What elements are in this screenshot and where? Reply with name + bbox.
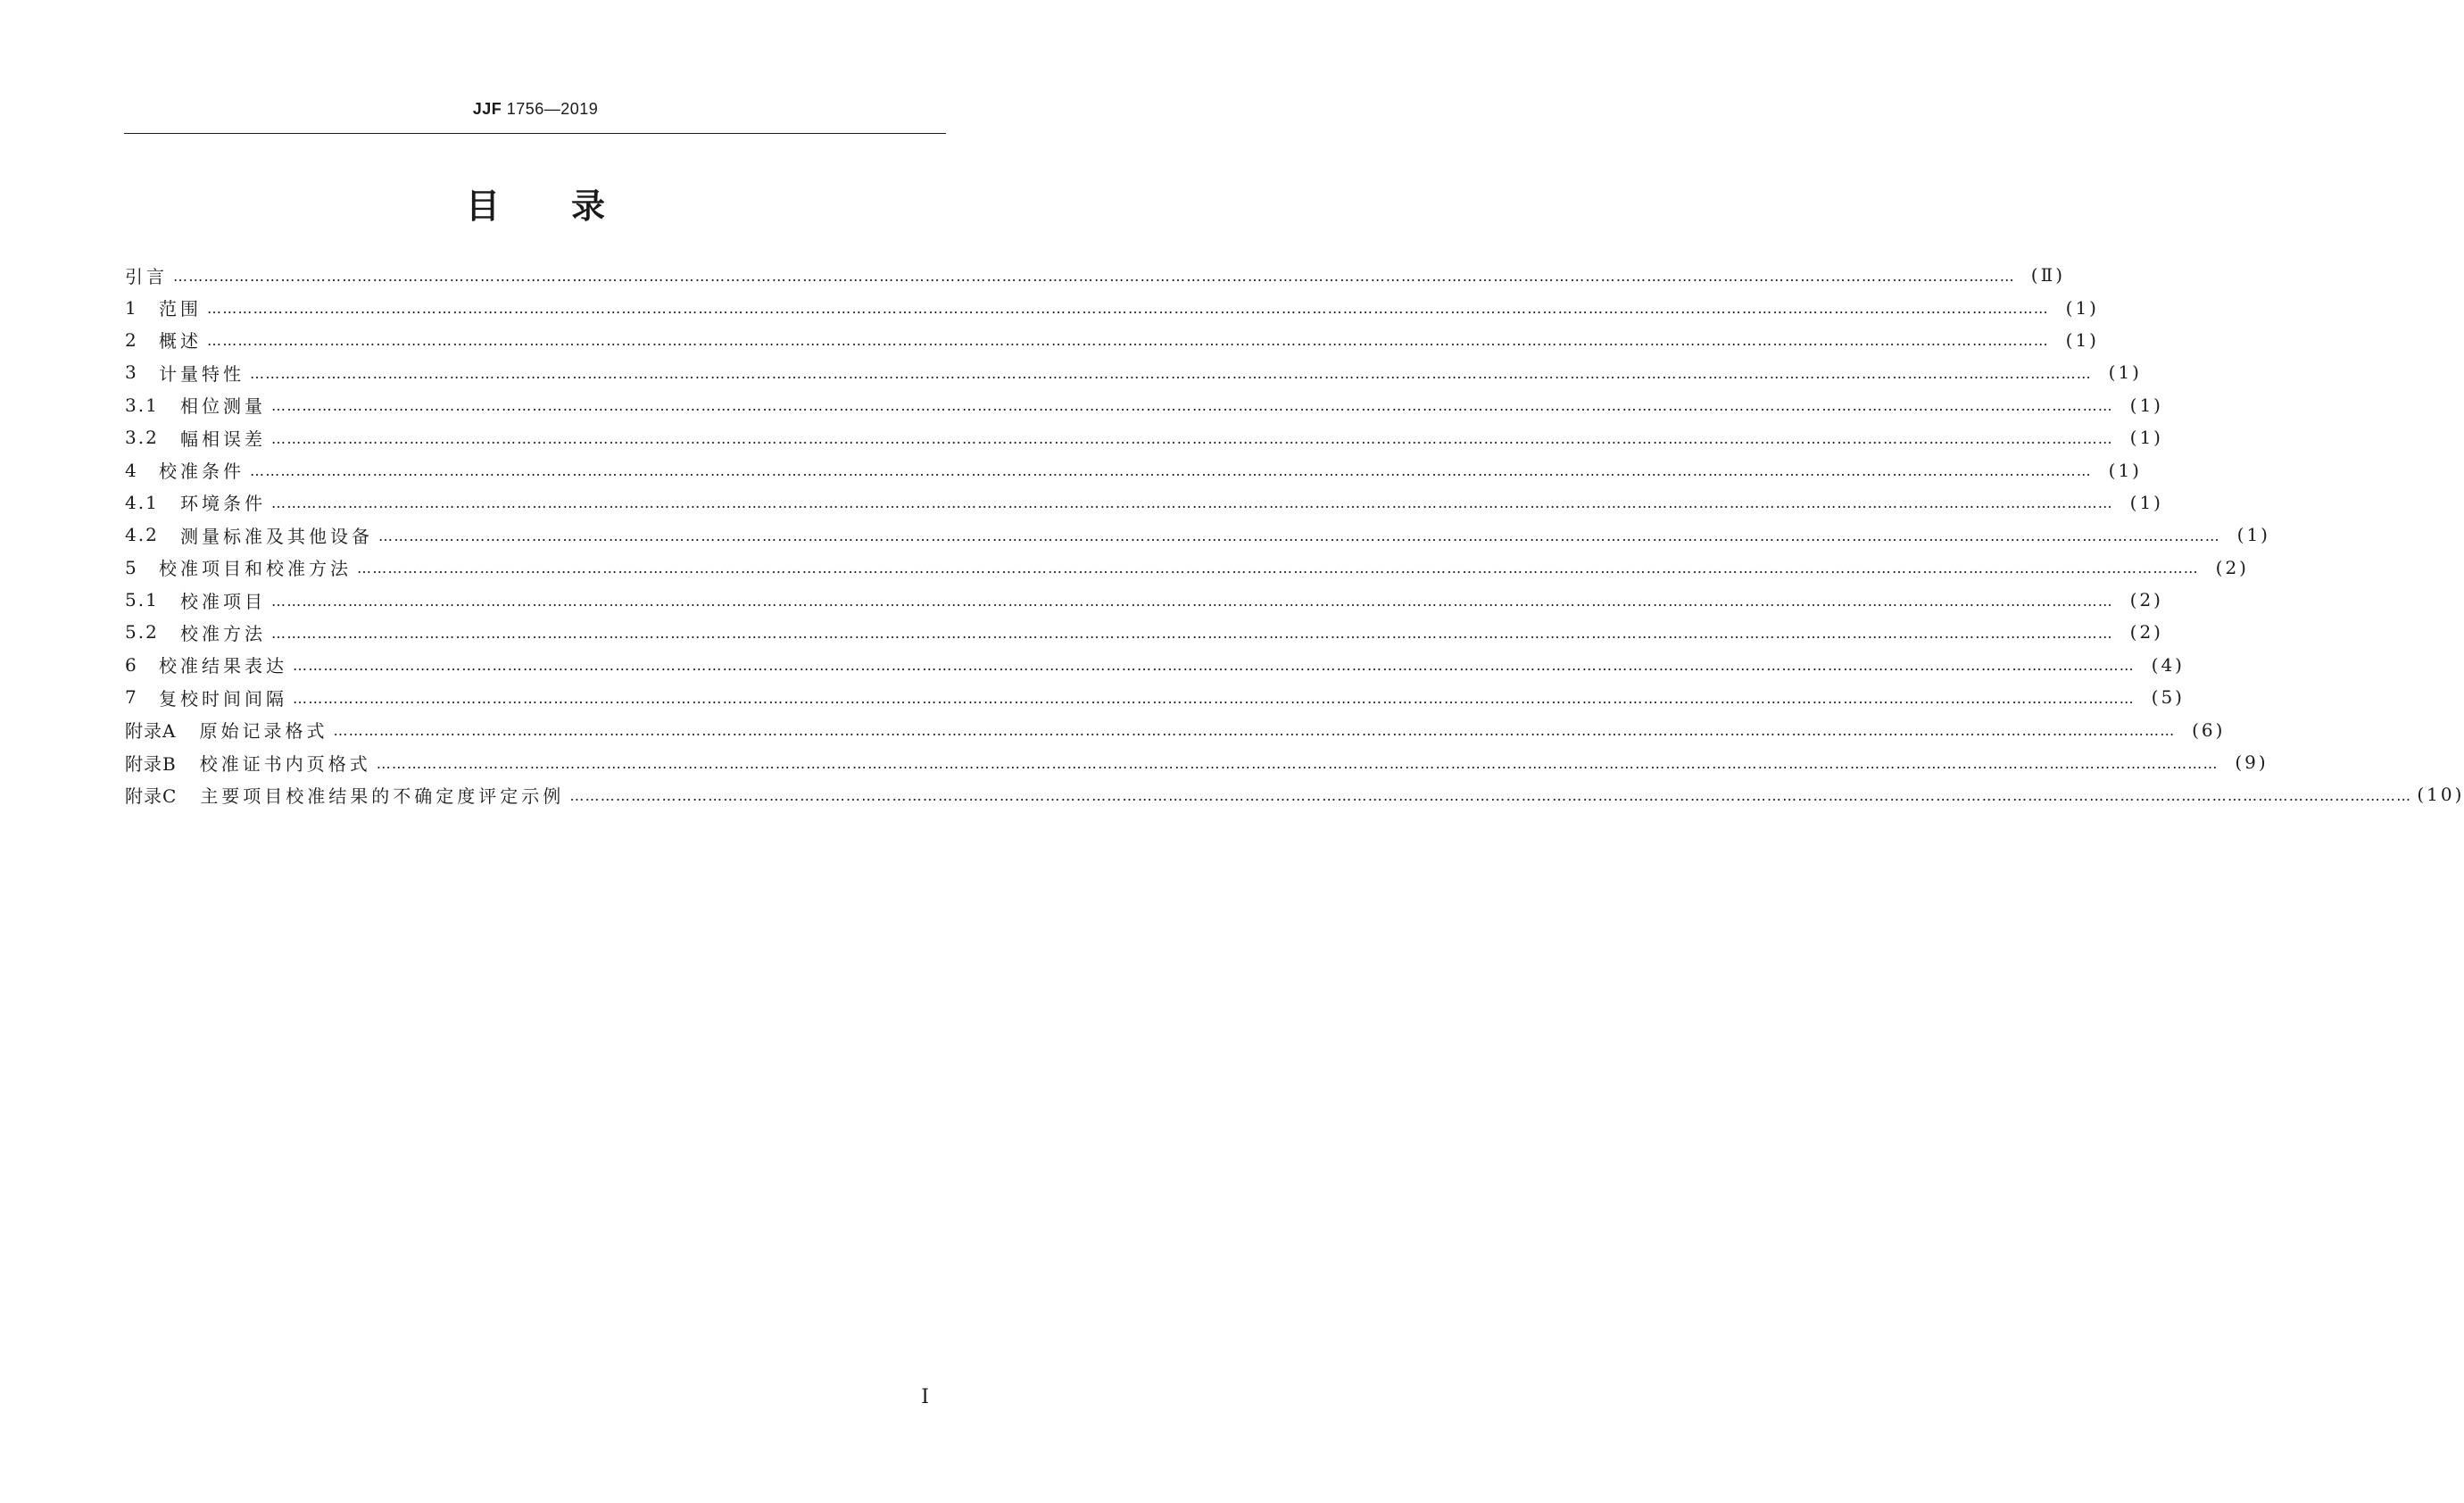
toc-leader-dots: ………………………………………………………………………………………………………………………………………………………………………………………………………………………………………………………………………………………………………………………………: [333, 722, 2176, 740]
toc-leader-dots: ………………………………………………………………………………………………………………………………………………………………………………………………………………………………………………………………………………………………………………………………: [207, 300, 2049, 318]
toc-entry[interactable]: [125, 616, 2163, 648]
toc-entry-page: (1): [2108, 459, 2142, 481]
toc-entry-number: 5: [125, 556, 138, 578]
toc-leader-dots: ………………………………………………………………………………………………………………………………………………………………………………………………………………………………………………………………………………………………………………………………: [357, 560, 2199, 577]
toc-entry-number: 4.1: [125, 491, 159, 513]
toc-entry[interactable]: [125, 324, 2099, 356]
toc-leader-dots: ………………………………………………………………………………………………………………………………………………………………………………………………………………………………………………………………………………………………………………………………: [173, 267, 2015, 285]
toc-entry-page: (1): [2129, 491, 2163, 513]
toc-leader-dots: ………………………………………………………………………………………………………………………………………………………………………………………………………………………………………………………………………………………………………………………………: [378, 527, 2220, 544]
toc-entry[interactable]: [125, 778, 2464, 810]
toc-leader-dots: ………………………………………………………………………………………………………………………………………………………………………………………………………………………………………………………………………………………………………………………………: [271, 494, 2113, 512]
toc-entry[interactable]: [125, 552, 2249, 584]
toc-entry-page: (2): [2129, 621, 2163, 644]
document-header: [125, 100, 946, 119]
toc-entry-page: (4): [2151, 653, 2185, 676]
toc-entry[interactable]: [125, 746, 2269, 778]
toc-entry[interactable]: [125, 389, 2163, 421]
toc-entry-label: 复校时间间隔: [159, 687, 287, 710]
toc-leader-dots: ………………………………………………………………………………………………………………………………………………………………………………………………………………………………………………………………………………………………………………………………: [207, 332, 2049, 350]
toc-entry-label: 主要项目校准结果的不确定度评定示例: [200, 785, 565, 807]
page-title: 目录: [465, 187, 676, 226]
standard-number: 1756—2019: [502, 100, 599, 118]
toc-entry-page: (2): [2215, 556, 2249, 578]
toc-entry-label: 校准方法: [180, 622, 266, 644]
toc-entry[interactable]: [125, 584, 2163, 616]
table-of-contents: [125, 259, 2464, 811]
toc-entry-number: 4.2: [125, 524, 159, 546]
toc-entry[interactable]: [125, 421, 2163, 453]
standard-code: JJF: [472, 100, 502, 118]
toc-leader-dots: ………………………………………………………………………………………………………………………………………………………………………………………………………………………………………………………………………………………………………………………………: [271, 429, 2113, 447]
toc-entry-label: 幅相误差: [180, 428, 266, 450]
toc-entry-number: 5.1: [125, 589, 159, 611]
toc-entry[interactable]: [125, 356, 2142, 388]
toc-entry-page: (1): [2129, 427, 2163, 449]
toc-leader-dots: ………………………………………………………………………………………………………………………………………………………………………………………………………………………………………………………………………………………………………………………………: [271, 397, 2113, 415]
toc-entry[interactable]: [125, 453, 2142, 486]
toc-entry-page: (1): [2108, 361, 2142, 384]
toc-entry-number: 附录C: [125, 785, 178, 807]
toc-entry[interactable]: [125, 713, 2226, 745]
toc-entry-page: (2): [2129, 589, 2163, 611]
toc-entry-number: 1: [125, 296, 138, 319]
toc-leader-dots: ………………………………………………………………………………………………………………………………………………………………………………………………………………………………………………………………………………………………………………………………: [293, 689, 2135, 707]
toc-entry-page: (9): [2235, 752, 2269, 774]
toc-entry-label: 测量标准及其他设备: [180, 525, 373, 547]
toc-entry-page: (5): [2151, 686, 2185, 709]
toc-entry-label: 概述: [159, 330, 202, 353]
toc-entry-number: 7: [125, 686, 138, 709]
toc-entry-page: (1): [2129, 394, 2163, 416]
toc-entry-number: 2: [125, 328, 138, 351]
toc-entry[interactable]: [125, 681, 2185, 713]
toc-entry[interactable]: [125, 519, 2270, 551]
toc-entry[interactable]: [125, 291, 2099, 323]
toc-leader-dots: ………………………………………………………………………………………………………………………………………………………………………………………………………………………………………………………………………………………………………………………………: [376, 754, 2219, 772]
toc-entry-number: 6: [125, 653, 138, 676]
toc-entry-label: 环境条件: [180, 493, 266, 515]
toc-entry-label: 范围: [159, 298, 202, 320]
toc-entry[interactable]: [125, 486, 2163, 519]
toc-entry-label: 校准证书内页格式: [199, 752, 371, 775]
toc-entry-page: (Ⅱ): [2030, 264, 2065, 286]
toc-entry-page: (1): [2236, 524, 2270, 546]
toc-entry-label: 校准项目: [180, 590, 266, 612]
toc-leader-dots: ………………………………………………………………………………………………………………………………………………………………………………………………………………………………………………………………………………………………………………………………: [271, 624, 2113, 642]
toc-entry-number: 5.2: [125, 621, 159, 644]
toc-entry-label: 计量特性: [159, 362, 245, 385]
toc-entry-number: 附录A: [125, 720, 177, 743]
toc-entry-number: 3.2: [125, 427, 159, 449]
toc-entry-label: 引言: [125, 265, 168, 287]
toc-leader-dots: ………………………………………………………………………………………………………………………………………………………………………………………………………………………………………………………………………………………………………………………………: [250, 364, 2092, 382]
toc-entry-label: 校准结果表达: [159, 655, 287, 677]
page-folio: I: [921, 1386, 929, 1408]
toc-leader-dots: ………………………………………………………………………………………………………………………………………………………………………………………………………………………………………………………………………………………………………………………………: [271, 592, 2113, 610]
toc-entry-number: 3: [125, 361, 138, 384]
toc-leader-dots: ………………………………………………………………………………………………………………………………………………………………………………………………………………………………………………………………………………………………………………………………: [250, 462, 2092, 480]
toc-entry-number: 附录B: [125, 752, 177, 775]
header-rule: [124, 133, 946, 134]
toc-entry-number: 4: [125, 459, 138, 481]
toc-entry-label: 校准项目和校准方法: [159, 558, 352, 580]
toc-leader-dots: ………………………………………………………………………………………………………………………………………………………………………………………………………………………………………………………………………………………………………………………………: [293, 657, 2135, 675]
toc-entry-label: 校准条件: [159, 461, 245, 483]
toc-leader-dots: ………………………………………………………………………………………………………………………………………………………………………………………………………………………………………………………………………………………………………………………………: [569, 786, 2412, 804]
toc-entry-page: (1): [2065, 328, 2099, 351]
toc-entry-page: (6): [2192, 718, 2226, 741]
toc-entry-page: (1): [2065, 296, 2099, 319]
toc-entry-page: (10): [2417, 784, 2464, 806]
toc-entry-label: 原始记录格式: [199, 720, 328, 743]
toc-entry[interactable]: [125, 259, 2065, 291]
toc-entry-label: 相位测量: [180, 395, 266, 418]
toc-entry-number: 3.1: [125, 394, 159, 416]
toc-entry[interactable]: [125, 649, 2185, 681]
